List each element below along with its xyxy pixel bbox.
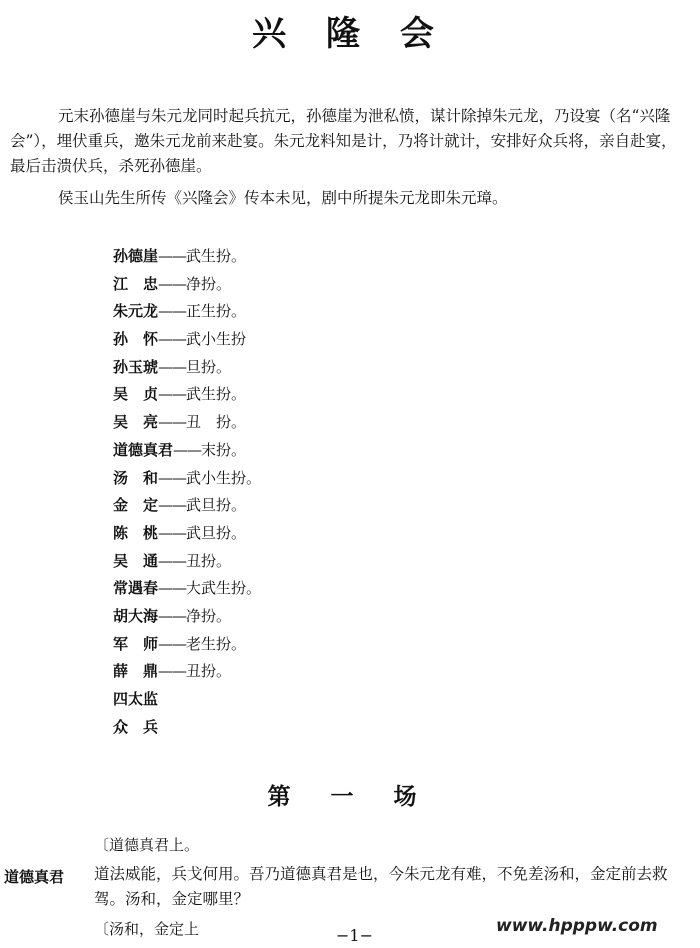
cast-name: 吴 亮 — [113, 413, 159, 432]
cast-dash: —— — [158, 551, 187, 570]
cast-item — [113, 492, 261, 520]
cast-name: 朱元龙 — [113, 302, 159, 321]
cast-name: 江 忠 — [113, 274, 159, 293]
cast-role: 武旦扮。 — [186, 496, 247, 515]
cast-item — [113, 548, 261, 576]
cast-item — [113, 631, 261, 659]
stage-direction: 〔汤和，金定上 — [94, 920, 200, 938]
cast-dash: —— — [158, 662, 187, 681]
cast-name: 陈 桃 — [113, 523, 159, 542]
cast-dash: —— — [158, 357, 187, 376]
cast-dash: —— — [158, 579, 187, 598]
cast-item — [113, 437, 261, 465]
cast-dash: —— — [173, 440, 202, 459]
cast-role: 武旦扮。 — [186, 523, 247, 542]
stage-direction: 〔道德真君上。 — [94, 836, 200, 854]
cast-role: 武小生扮 — [186, 330, 247, 349]
cast-dash: —— — [158, 385, 187, 404]
cast-role: 丑 扮。 — [186, 413, 247, 432]
cast-dash: —— — [158, 302, 187, 321]
cast-dash: —— — [158, 247, 187, 265]
cast-name: 孙德崖 — [113, 247, 159, 265]
cast-name: 四太监 — [113, 690, 159, 708]
cast-role: 武生扮。 — [186, 385, 247, 404]
cast-item — [113, 381, 261, 409]
dialogue-line: 道法威能，兵戈何用。吾乃道德真君是也，今朱元龙有难，不免差汤和，金定前去救驾。汤和，金定哪里？ — [94, 865, 668, 908]
cast-item — [113, 714, 261, 742]
document-title: 兴 隆 会 — [252, 14, 448, 54]
cast-dash: —— — [158, 330, 187, 349]
cast-dash: —— — [158, 634, 187, 653]
cast-item — [113, 354, 261, 382]
cast-list — [113, 243, 261, 741]
cast-item — [113, 520, 261, 548]
intro-paragraph-1: 元末孙德崖与朱元龙同时起兵抗元，孙德崖为泄私愤，谋计除掉朱元龙，乃设宴（名“兴隆会”），埋伏重兵，邀朱元龙前来赴宴。朱元龙料知是计，乃将计就计，安排好众兵将，亲自赴宴，最后击溃伏兵，杀死孙德崖。 — [10, 107, 677, 175]
speaker-name: 道德真君 — [4, 868, 65, 886]
cast-name: 胡大海 — [113, 606, 159, 625]
cast-dash: —— — [158, 468, 187, 487]
cast-name: 吴 贞 — [113, 385, 159, 404]
cast-role: 老生扮。 — [186, 634, 247, 653]
cast-dash: —— — [158, 496, 187, 515]
cast-item — [113, 326, 261, 354]
cast-name: 孙玉琥 — [113, 357, 159, 376]
cast-item — [113, 465, 261, 493]
cast-role: 旦扮。 — [186, 357, 232, 376]
cast-name: 道德真君 — [113, 440, 174, 459]
watermark: www.hpppw.com — [496, 916, 658, 936]
cast-role: 正生扮。 — [186, 302, 247, 321]
cast-item — [113, 686, 261, 714]
scene-heading: 第 一 场 — [267, 784, 433, 810]
cast-name: 薛 鼎 — [113, 662, 159, 681]
intro-paragraph-2: 侯玉山先生所传《兴隆会》传本未见，剧中所提朱元龙即朱元璋。 — [58, 189, 508, 207]
cast-item — [113, 575, 261, 603]
cast-name: 吴 通 — [113, 551, 159, 570]
cast-item — [113, 603, 261, 631]
cast-name: 孙 怀 — [113, 330, 159, 349]
cast-item — [113, 298, 261, 326]
cast-name: 汤 和 — [113, 468, 159, 487]
cast-name: 金 定 — [113, 496, 159, 515]
cast-dash: —— — [158, 413, 187, 432]
cast-role: 末扮。 — [201, 440, 247, 459]
cast-item — [113, 243, 261, 271]
page-number: −1− — [336, 926, 373, 945]
cast-item — [113, 409, 261, 437]
cast-role: 武小生扮。 — [186, 468, 262, 487]
cast-dash: —— — [158, 606, 187, 625]
cast-role: 净扮。 — [186, 274, 232, 293]
cast-name: 常遇春 — [113, 579, 159, 598]
cast-role: 丑扮。 — [186, 662, 232, 681]
cast-dash: —— — [158, 523, 187, 542]
cast-role: 丑扮。 — [186, 551, 232, 570]
cast-role: 武生扮。 — [186, 247, 247, 265]
cast-role: 大武生扮。 — [186, 579, 262, 598]
cast-role: 净扮。 — [186, 606, 232, 625]
cast-name: 军 师 — [113, 634, 159, 653]
cast-dash: —— — [158, 274, 187, 293]
cast-name: 众 兵 — [113, 717, 159, 736]
cast-item — [113, 271, 261, 299]
cast-item — [113, 658, 261, 686]
